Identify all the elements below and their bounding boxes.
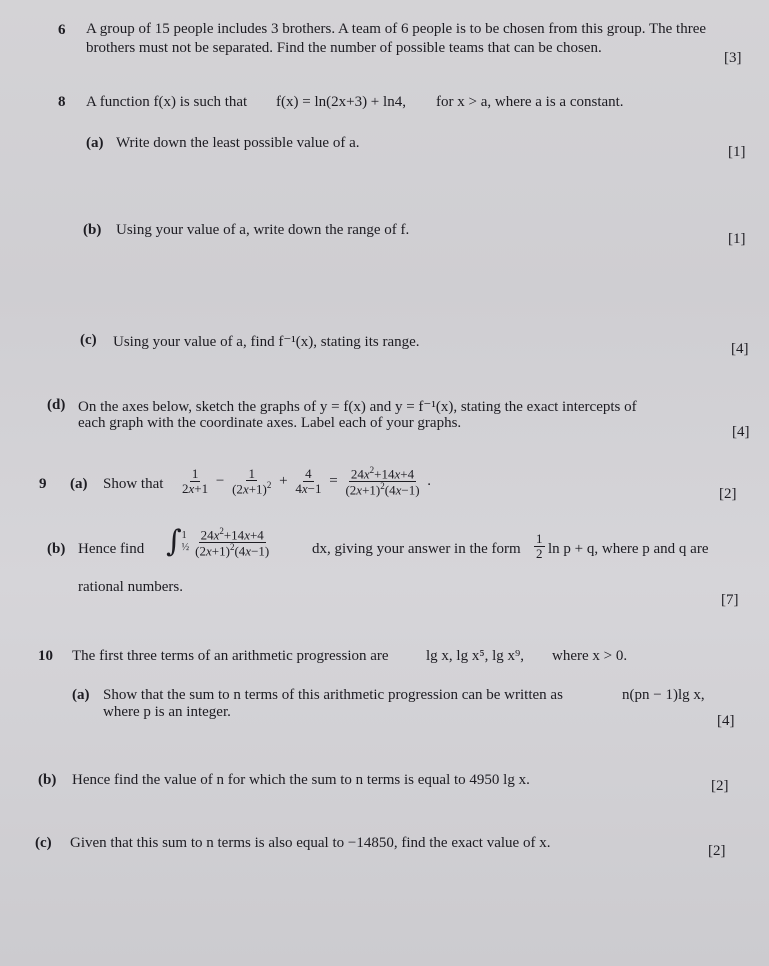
question-9a-marks: [2] [719,486,737,502]
question-8d-line-2: each graph with the coordinate axes. Label each of your graphs. [78,415,462,431]
question-10b-marks: [2] [711,778,729,794]
question-8d-line-1: On the axes below, sketch the graphs of y = f(x) and y = f⁻¹(x), stating the exact intercepts of [78,399,637,415]
question-10c-marks: [2] [708,843,726,859]
question-9-number: 9 [39,476,47,492]
question-10a-marks: [4] [717,713,735,729]
question-9a-equation: $\frac{1}{2x+1}$ − $\frac{1}{(2x+1)^2}$ + $\frac{4}{4x-1}$ = $\frac{24x^2+14x+4}{(2x+1)^2(4x-1)}$ . [182,465,432,498]
question-10-number: 10 [38,648,53,664]
question-9b-half: $\frac{1}{2}$ [536,531,543,561]
question-8d-label: (d) [47,397,66,413]
question-8b-label: (b) [83,222,102,238]
question-8d-marks: [4] [732,424,750,440]
question-10c-text: Given that this sum to n terms is also equal to −14850, find the exact value of x. [70,835,551,851]
question-10b-text: Hence find the value of n for which the sum to n terms is equal to 4950 lg x. [72,772,530,788]
question-8a-text: Write down the least possible value of a. [116,135,360,151]
question-6-line-1: A group of 15 people includes 3 brothers. A team of 6 people is to be chosen from this group. The three [86,21,707,37]
question-8b-text: Using your value of a, write down the range of f. [116,222,410,238]
question-6-line-2: brothers must not be separated. Find the number of possible teams that can be chosen. [86,40,602,56]
question-8-number: 8 [58,94,66,110]
question-10a-line-2: where p is an integer. [103,704,231,720]
question-10b-label: (b) [38,772,57,788]
question-9b-label: (b) [47,541,66,557]
question-8c-text: Using your value of a, find f⁻¹(x), stating its range. [113,334,420,350]
question-9b-integral: ∫ 1 ½ $\frac{24x^2+14x+4}{(2x+1)^2(4x-1)}$ [166,524,270,560]
question-10c-label: (c) [35,835,52,851]
question-10a-expression: n(pn − 1)lg x, [622,687,705,703]
question-9b-line-2: rational numbers. [78,579,183,595]
question-8-stem-end: for x > a, where a is a constant. [436,94,624,110]
question-8a-label: (a) [86,135,104,151]
question-8c-marks: [4] [731,341,749,357]
question-9b-middle: dx, giving your answer in the form [312,541,521,557]
question-10a-line-1: Show that the sum to n terms of this arithmetic progression can be written as [103,687,563,703]
question-10-terms: lg x, lg x⁵, lg x⁹, [426,648,524,664]
question-8-stem-start: A function f(x) is such that [86,94,248,110]
question-8a-marks: [1] [728,144,746,160]
question-9b-marks: [7] [721,592,739,608]
question-6-number: 6 [58,22,66,38]
question-9a-label: (a) [70,476,88,492]
question-10a-label: (a) [72,687,90,703]
question-9b-end: ln p + q, where p and q are [548,541,709,557]
question-6-marks: [3] [724,50,742,66]
question-9b-text: Hence find [78,541,145,557]
question-8b-marks: [1] [728,231,746,247]
question-8c-label: (c) [80,332,97,348]
question-9a-text: Show that [103,476,164,492]
question-10-stem-end: where x > 0. [552,648,628,664]
question-10-stem: The first three terms of an arithmetic progression are [72,648,389,664]
question-8-function: f(x) = ln(2x+3) + ln4, [276,94,406,110]
